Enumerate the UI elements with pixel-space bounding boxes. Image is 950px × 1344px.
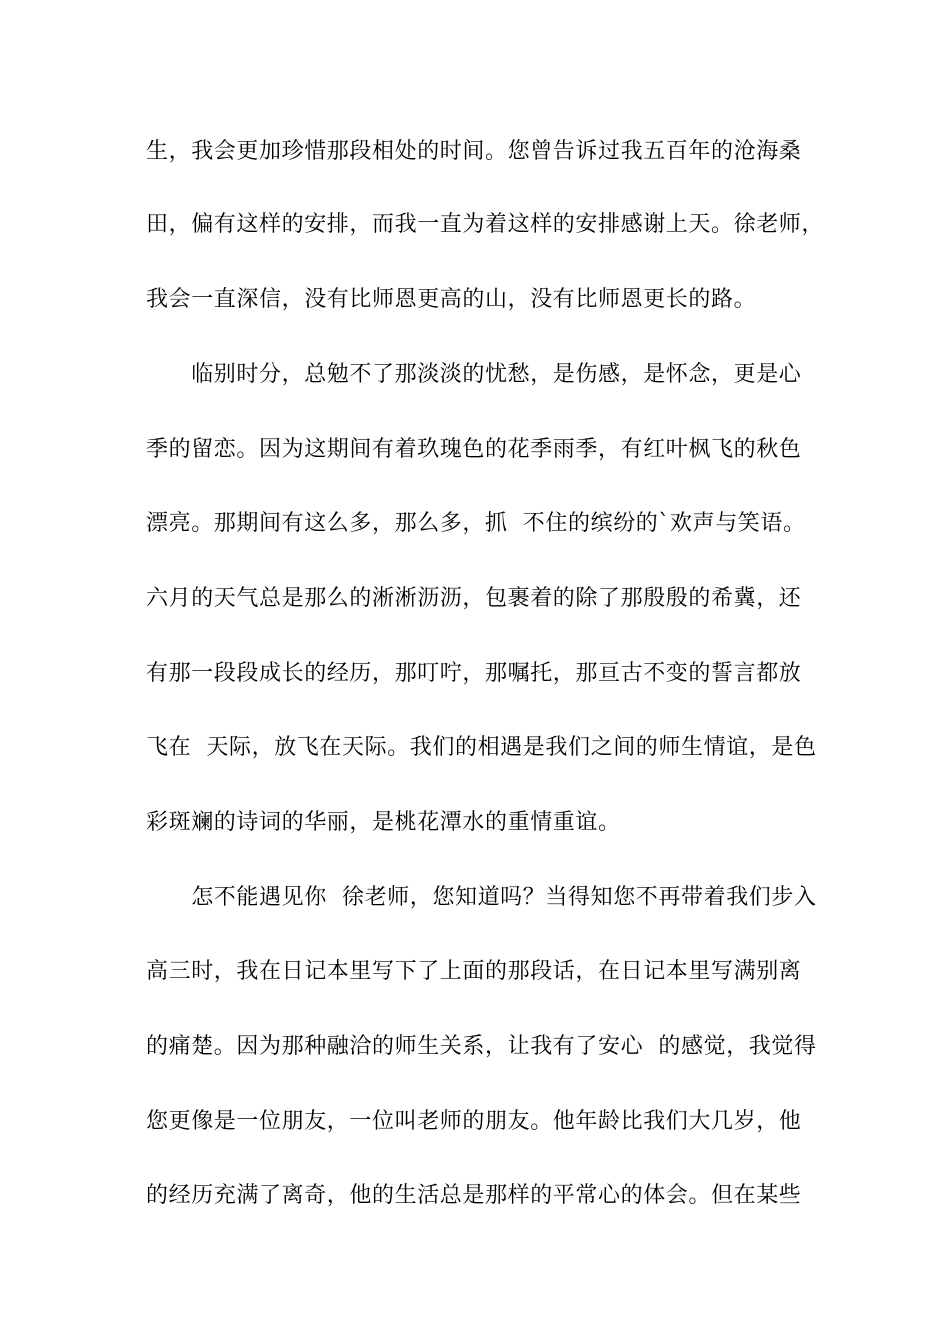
text-line: 的经历充满了离奇，他的生活总是那样的平常心的体会。但在某些 xyxy=(146,1183,802,1208)
text-line: 高三时，我在日记本里写下了上面的那段话，在日记本里写满别离 xyxy=(146,959,802,984)
text-line: 您更像是一位朋友，一位叫老师的朋友。他年龄比我们大几岁，他 xyxy=(146,1109,802,1134)
text-line: 的痛楚。因为那种融洽的师生关系，让我有了安心 的感觉，我觉得 xyxy=(146,1034,817,1059)
text-line: 季的留恋。因为这期间有着玖瑰色的花季雨季，有红叶枫飞的秋色 xyxy=(146,437,802,462)
text-line: 我会一直深信，没有比师恩更高的山，没有比师恩更长的路。 xyxy=(146,287,757,312)
text-line: 彩斑斓的诗词的华丽，是桃花潭水的重情重谊。 xyxy=(146,810,621,835)
text-line: 飞在 天际，放飞在天际。我们的相遇是我们之间的师生情谊，是色 xyxy=(146,735,817,760)
text-line: 田，偏有这样的安排，而我一直为着这样的安排感谢上天。徐老师， xyxy=(146,212,825,237)
text-line: 有那一段段成长的经历，那叮咛，那嘱托，那亘古不变的誓言都放 xyxy=(146,661,802,686)
text-line: 漂亮。那期间有这么多，那么多，抓 不住的缤纷的`欢声与笑语。 xyxy=(146,511,806,536)
text-line: 怎不能遇见你 徐老师，您知道吗？当得知您不再带着我们步入 xyxy=(146,885,817,910)
text-line: 临别时分，总勉不了那淡淡的忧愁，是伤感，是怀念，更是心 xyxy=(146,362,802,387)
text-line: 六月的天气总是那么的淅淅沥沥，包裹着的除了那殷殷的希冀，还 xyxy=(146,586,802,611)
text-line: 生，我会更加珍惜那段相处的时间。您曾告诉过我五百年的沧海桑 xyxy=(146,139,802,164)
